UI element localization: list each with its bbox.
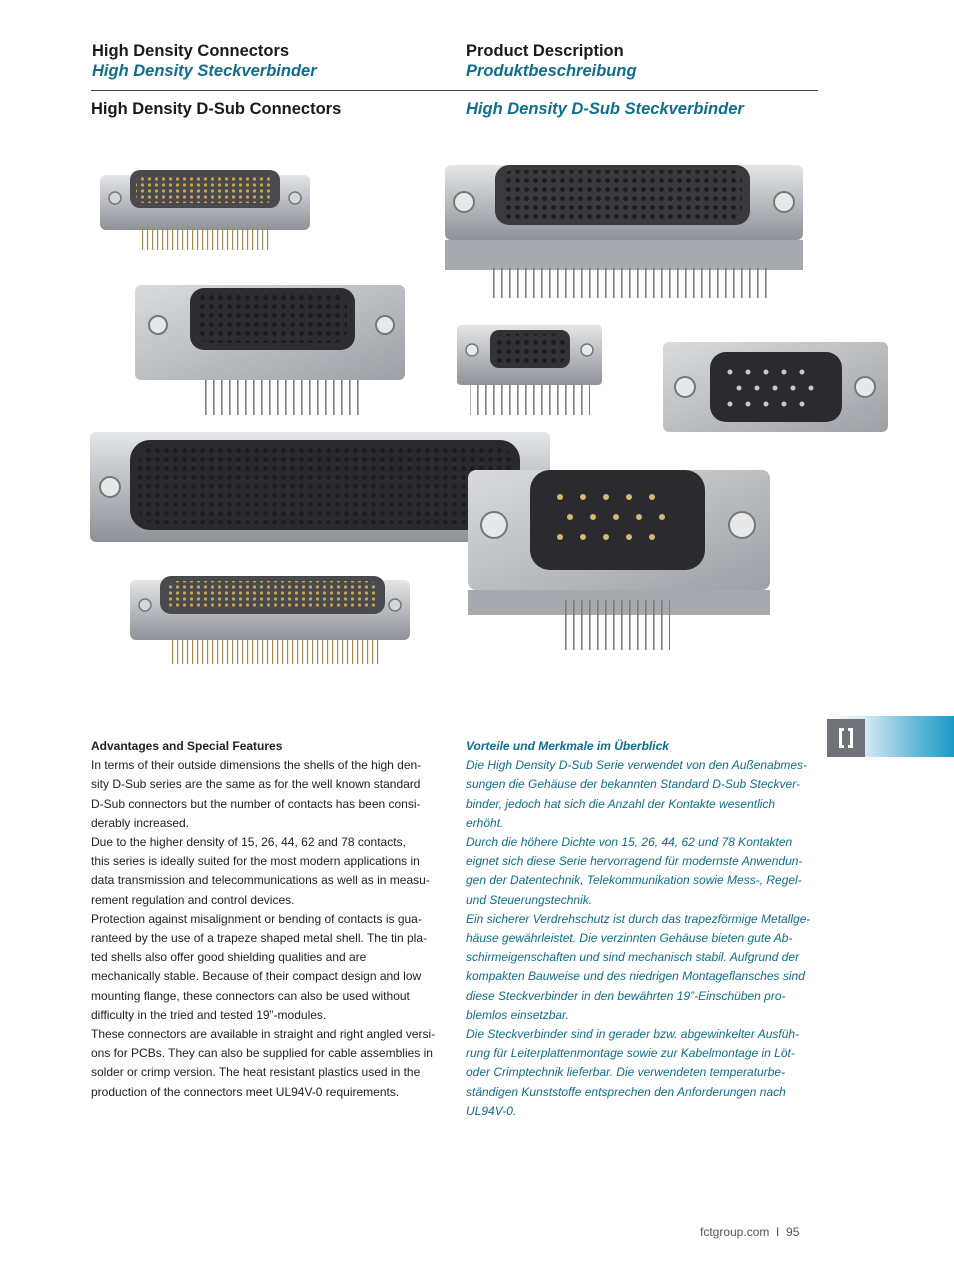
header-title-de: High Density Steckverbinder bbox=[92, 62, 317, 80]
text-line: Due to the higher density of 15, 26, 44, 62 and 78 contacts, bbox=[91, 835, 406, 850]
header-right-title-en: Product Description bbox=[466, 42, 624, 60]
text-line: In terms of their outside dimensions the shells of the high den- bbox=[91, 758, 422, 773]
header-title-en: High Density Connectors bbox=[92, 42, 290, 60]
text-line: difficulty in the tried and tested 19”-modules. bbox=[91, 1007, 327, 1022]
text-line: ted shells also offer good shielding qualities and are bbox=[91, 950, 367, 965]
text-line: und Steuerungstechnik. bbox=[466, 892, 593, 907]
text-line: data transmission and telecommunications as well as in measu- bbox=[91, 873, 430, 888]
connector-small-top bbox=[100, 170, 310, 250]
text-line: erhöht. bbox=[466, 815, 504, 830]
text-line: mounting flange, these connectors can also be used without bbox=[91, 988, 410, 1003]
text-line: UL94V-0. bbox=[466, 1103, 517, 1118]
section-title-de: High Density D-Sub Steckverbinder bbox=[466, 100, 744, 118]
text-line: Die High Density D-Sub Serie verwendet von den Außenabmes- bbox=[466, 758, 808, 773]
text-line: diese Steckverbinder in den bewährten 19”-Einschüben pro- bbox=[466, 988, 786, 1003]
text-line: These connectors are available in straight and right angled versi- bbox=[91, 1027, 436, 1042]
text-line: this series is ideally suited for the most modern applications in bbox=[91, 854, 420, 869]
page-footer: fctgroup.com I 95 bbox=[700, 1225, 800, 1239]
text-line: Protection against misalignment or bending of contacts is gua- bbox=[91, 911, 422, 926]
connector-small-bottom bbox=[130, 576, 410, 664]
text-line: ranteed by the use of a trapeze shaped metal shell. The tin pla- bbox=[91, 931, 427, 946]
text-line: solder or crimp version. The heat resistant plastics used in the bbox=[91, 1065, 421, 1080]
connector-small-center bbox=[457, 325, 602, 415]
text-line: Die Steckverbinder sind in gerader bzw. abgewinkelter Ausfüh- bbox=[466, 1027, 800, 1042]
connector-chapter-icon bbox=[827, 719, 865, 757]
section-title-en: High Density D-Sub Connectors bbox=[91, 100, 342, 118]
english-heading: Advantages and Special Features bbox=[91, 739, 283, 753]
text-line: ständigen Kunststoffe entsprechen den Anforderungen nach bbox=[466, 1084, 786, 1099]
text-line: blemlos einsetzbar. bbox=[466, 1007, 569, 1022]
text-line: kompakten Bauweise und des niedrigen Montageflansches sind bbox=[466, 969, 805, 984]
text-line: Ein sicherer Verdrehschutz ist durch das trapezförmige Metallge- bbox=[466, 911, 811, 926]
text-line: rement regulation and control devices. bbox=[91, 892, 295, 907]
text-line: mechanically stable. Because of their compact design and low bbox=[91, 969, 422, 984]
text-line: gen der Datentechnik, Telekommunikation sowie Mess-, Regel- bbox=[466, 873, 802, 888]
english-column bbox=[91, 737, 443, 1102]
text-line: derably increased. bbox=[91, 815, 190, 830]
german-heading: Vorteile und Merkmale im Überblick bbox=[466, 739, 669, 753]
connector-medium-left bbox=[135, 285, 405, 415]
text-line: Durch die höhere Dichte von 15, 26, 44, 62 und 78 Kontakten bbox=[466, 835, 793, 850]
text-line: schirmeigenschaften und sind mechanisch stabil. Aufgrund der bbox=[466, 950, 800, 965]
german-column bbox=[466, 737, 821, 1121]
text-line: D-Sub connectors but the number of contacts has been consi- bbox=[91, 796, 421, 811]
text-line: oder Crimptechnik lieferbar. Die verwendeten temperaturbe- bbox=[466, 1065, 786, 1080]
connectors-photo bbox=[90, 140, 910, 700]
text-line: sity D-Sub series are the same as for the well known standard bbox=[91, 777, 421, 792]
text-line: rung für Leiterplattenmontage sowie zur Kabelmontage in Löt- bbox=[466, 1046, 795, 1061]
header-right-title-de: Produktbeschreibung bbox=[466, 62, 637, 80]
header-divider bbox=[91, 90, 818, 91]
connector-male-right bbox=[663, 342, 888, 432]
text-line: binder, jedoch hat sich die Anzahl der Kontakte wesentlich bbox=[466, 796, 776, 811]
connector-male-large bbox=[468, 470, 770, 650]
text-line: ons for PCBs. They can also be supplied for cable assemblies in bbox=[91, 1046, 433, 1061]
connector-large-top-right bbox=[445, 165, 803, 298]
header-right bbox=[466, 41, 637, 81]
text-line: eignet sich diese Serie hervorragend für modernste Anwendun- bbox=[466, 854, 803, 869]
text-line: sungen die Gehäuse der bekannten Standard D-Sub Steckver- bbox=[466, 777, 800, 792]
header-left bbox=[92, 41, 317, 81]
text-line: production of the connectors meet UL94V-0 requirements. bbox=[91, 1084, 400, 1099]
text-line: häuse gewährleistet. Die verzinnten Gehäuse bieten gute Ab- bbox=[466, 931, 793, 946]
